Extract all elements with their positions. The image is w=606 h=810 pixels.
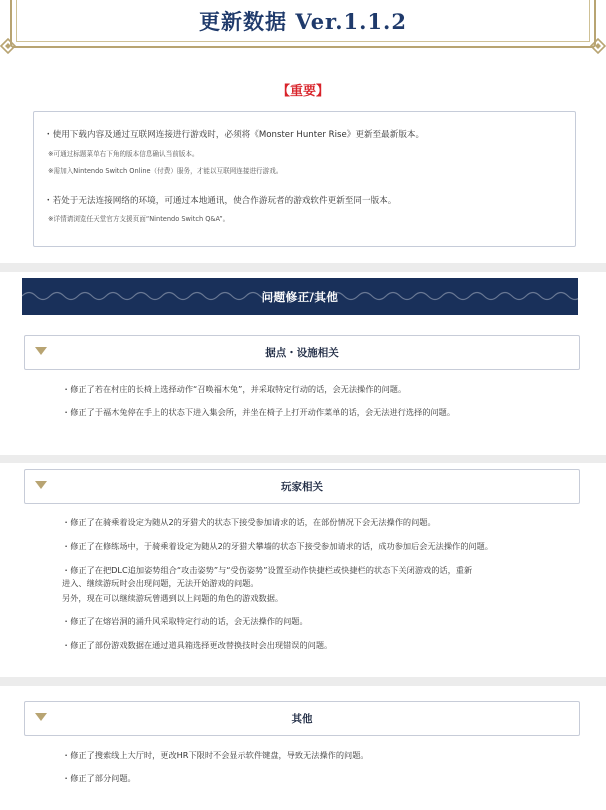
notice-item-1-note-2: ※需加入Nintendo Switch Online（付费）服务，才能以互联网连接进行游戏。 bbox=[48, 167, 283, 175]
notice-item-2-note-1: ※详情请浏览任天堂官方支援页面“Nintendo Switch Q&A”。 bbox=[48, 215, 230, 223]
notice-item-1-note-1: ※可通过标题菜单右下角的版本信息确认当前版本。 bbox=[48, 150, 199, 158]
ornament-right-icon bbox=[590, 38, 606, 54]
notice-item-1: ・使用下载内容及通过互联网连接进行游戏时，必须将《Monster Hunter Rise》更新至最新版本。 bbox=[44, 130, 425, 140]
important-label: 【重要】 bbox=[276, 84, 329, 99]
section-header bbox=[22, 278, 578, 315]
category-title: 据点・设施相关 bbox=[265, 347, 339, 359]
section-title: 问题修正/其他 bbox=[261, 290, 339, 304]
page-title: 更新数据 Ver.1.1.2 bbox=[199, 9, 407, 34]
category-player[interactable] bbox=[24, 469, 580, 504]
category-other[interactable] bbox=[24, 701, 580, 736]
category-facilities[interactable] bbox=[24, 335, 580, 370]
list-item: ・修正了在熔岩洞的涌升风采取特定行动的话，会无法操作的问题。 bbox=[62, 616, 308, 626]
list-item: ・修正了部份游戏数据在通过道具箱选择更改替换技时会出现错误的问题。 bbox=[62, 640, 333, 650]
list-item: ・修正了搜索线上大厅时，更改HR下限时不会显示软件键盘，导致无法操作的问题。 bbox=[62, 750, 369, 760]
list-item-continuation: 进入、继续游玩时会出现问题，无法开始游戏的问题。 bbox=[62, 578, 259, 588]
title-banner bbox=[10, 0, 596, 48]
ornament-left-icon bbox=[0, 38, 16, 54]
list-item: ・修正了部分问题。 bbox=[62, 773, 136, 783]
list-item-continuation: 另外，现在可以继续游玩曾遇到以上问题的角色的游戏数据。 bbox=[62, 593, 284, 603]
category-title: 其他 bbox=[291, 713, 313, 725]
notice-item-2: ・若处于无法连接网络的环境，可通过本地通讯，使合作游玩者的游戏软件更新至同一版本。 bbox=[44, 196, 397, 206]
list-item: ・修正了在把DLC追加姿势组合“攻击姿势”与“受伤姿势”设置至动作快捷栏或快捷栏的状态下关闭游戏的话，重新 bbox=[62, 565, 473, 575]
list-item: ・修正了在骑乘着设定为随从2的牙猎犬的状态下接受参加请求的话，在部份情况下会无法操作的问题。 bbox=[62, 517, 436, 527]
list-item: ・修正了若在村庄的长椅上选择动作“召唤福木兔”，并采取特定行动的话，会无法操作的问题。 bbox=[62, 384, 407, 394]
list-item: ・修正了在修练场中，于骑乘着设定为随从2的牙猎犬攀墙的状态下接受参加请求的话，成功参加后会无法操作的问题。 bbox=[62, 541, 493, 551]
category-title: 玩家相关 bbox=[281, 481, 323, 493]
notice-box bbox=[33, 111, 576, 247]
list-item: ・修正了于福木兔停在手上的状态下进入集会所，并坐在椅子上打开动作菜单的话，会无法进行选择的问题。 bbox=[62, 407, 456, 417]
